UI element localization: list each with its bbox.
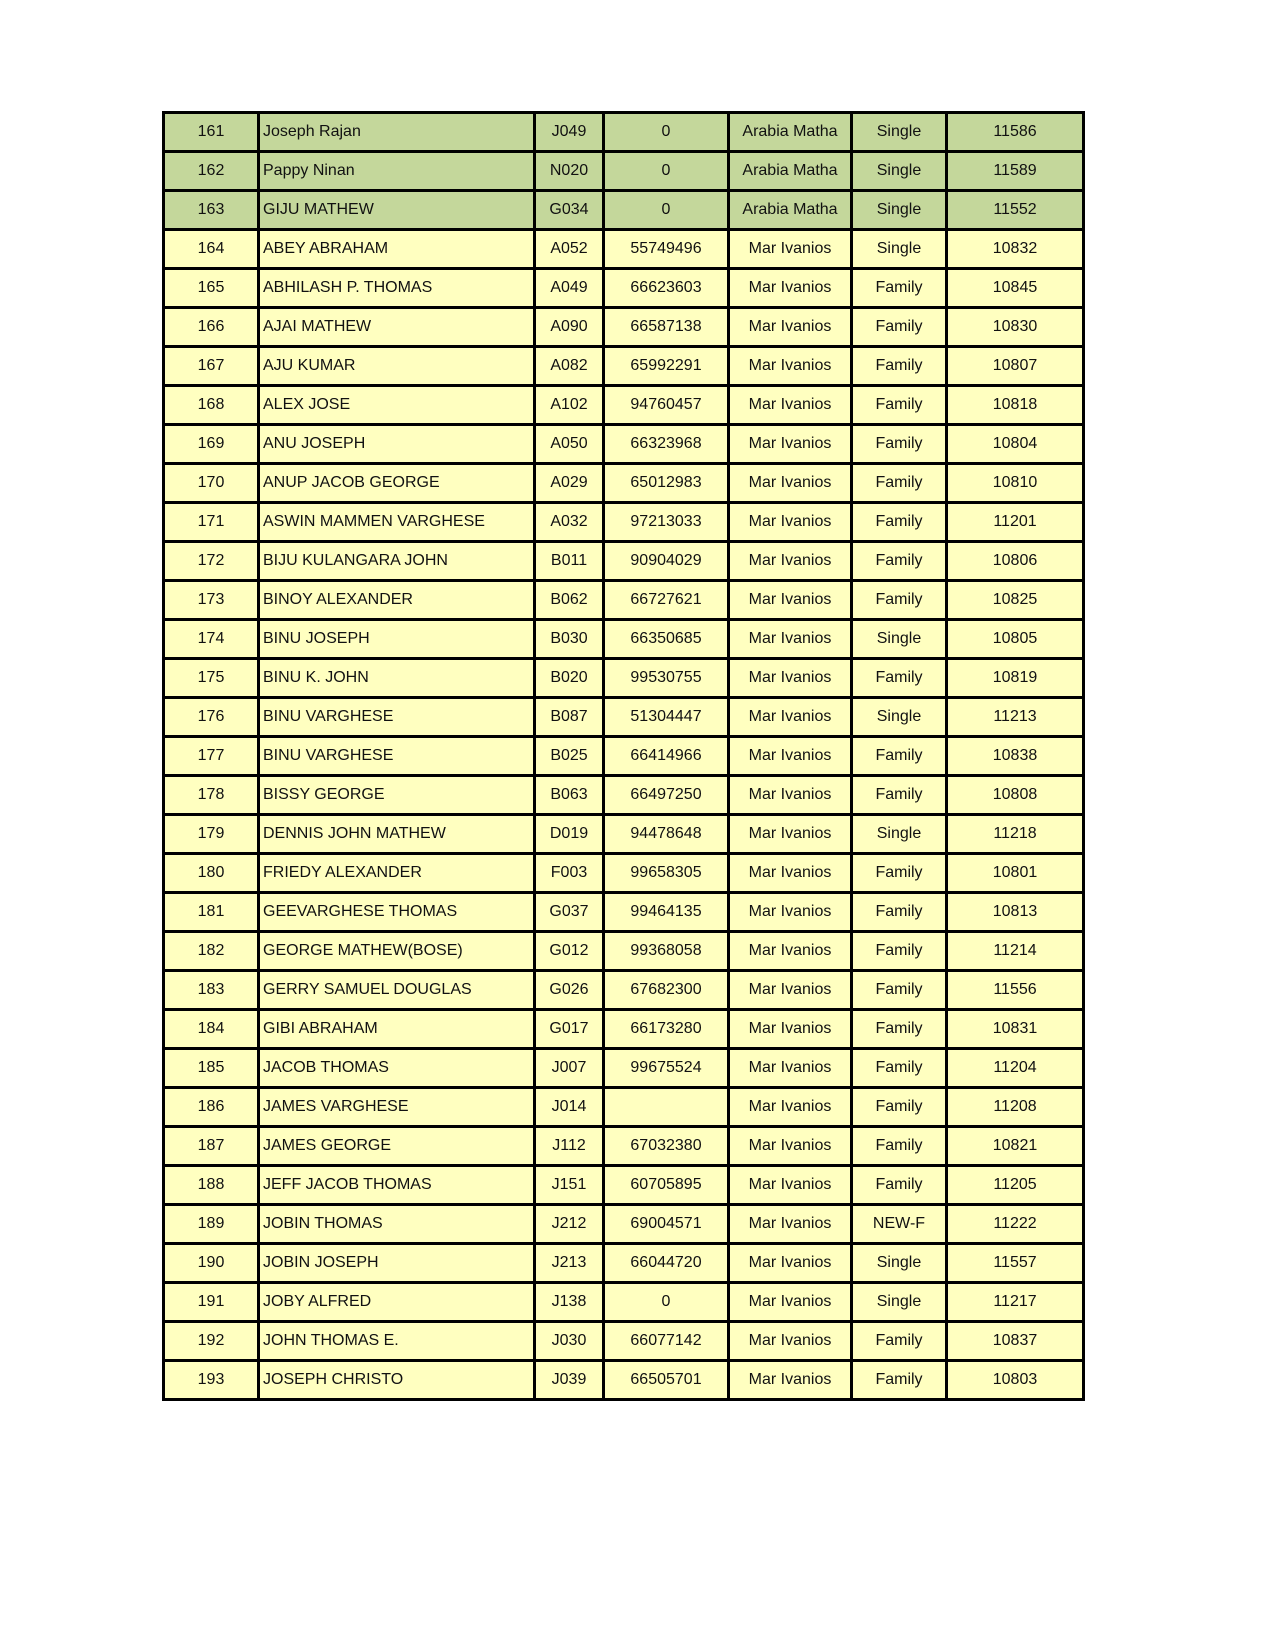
area-cell: Arabia Matha: [729, 191, 852, 230]
phone-number-cell: 66727621: [604, 581, 729, 620]
membership-type-cell: NEW-F: [852, 1205, 947, 1244]
area-cell: Mar Ivanios: [729, 1361, 852, 1400]
member-id-cell: 10803: [947, 1361, 1084, 1400]
member-name-cell: BINU K. JOHN: [259, 659, 535, 698]
member-name-cell: BINU VARGHESE: [259, 737, 535, 776]
serial-number-cell: 163: [164, 191, 259, 230]
area-cell: Mar Ivanios: [729, 1283, 852, 1322]
table-row: [164, 1361, 1084, 1400]
serial-number-cell: 170: [164, 464, 259, 503]
area-cell: Mar Ivanios: [729, 1244, 852, 1283]
member-code-cell: B063: [535, 776, 604, 815]
area-cell: Mar Ivanios: [729, 698, 852, 737]
member-name-cell: GIJU MATHEW: [259, 191, 535, 230]
membership-type-cell: Family: [852, 308, 947, 347]
serial-number-cell: 171: [164, 503, 259, 542]
area-cell: Mar Ivanios: [729, 269, 852, 308]
serial-number-cell: 192: [164, 1322, 259, 1361]
area-cell: Mar Ivanios: [729, 581, 852, 620]
member-name-cell: JOBY ALFRED: [259, 1283, 535, 1322]
membership-type-cell: Family: [852, 1361, 947, 1400]
table-row: [164, 386, 1084, 425]
area-cell: Mar Ivanios: [729, 815, 852, 854]
table-row: [164, 191, 1084, 230]
member-id-cell: 11205: [947, 1166, 1084, 1205]
area-cell: Mar Ivanios: [729, 776, 852, 815]
area-cell: Mar Ivanios: [729, 425, 852, 464]
member-id-cell: 11552: [947, 191, 1084, 230]
member-name-cell: AJU KUMAR: [259, 347, 535, 386]
member-code-cell: B087: [535, 698, 604, 737]
member-name-cell: FRIEDY ALEXANDER: [259, 854, 535, 893]
table-row: [164, 1283, 1084, 1322]
member-id-cell: 11204: [947, 1049, 1084, 1088]
area-cell: Mar Ivanios: [729, 464, 852, 503]
table-row: [164, 152, 1084, 191]
member-id-cell: 11586: [947, 113, 1084, 152]
member-name-cell: JAMES VARGHESE: [259, 1088, 535, 1127]
membership-type-cell: Family: [852, 1322, 947, 1361]
membership-type-cell: Family: [852, 1088, 947, 1127]
member-id-cell: 10831: [947, 1010, 1084, 1049]
serial-number-cell: 177: [164, 737, 259, 776]
table-row: [164, 581, 1084, 620]
member-code-cell: G012: [535, 932, 604, 971]
table-row: [164, 542, 1084, 581]
membership-type-cell: Family: [852, 893, 947, 932]
member-code-cell: J014: [535, 1088, 604, 1127]
member-code-cell: J212: [535, 1205, 604, 1244]
serial-number-cell: 167: [164, 347, 259, 386]
member-code-cell: J112: [535, 1127, 604, 1166]
phone-number-cell: 51304447: [604, 698, 729, 737]
member-code-cell: B011: [535, 542, 604, 581]
area-cell: Arabia Matha: [729, 152, 852, 191]
member-id-cell: 10806: [947, 542, 1084, 581]
table-row: [164, 698, 1084, 737]
member-id-cell: 10804: [947, 425, 1084, 464]
phone-number-cell: 97213033: [604, 503, 729, 542]
member-code-cell: A102: [535, 386, 604, 425]
table-row: [164, 737, 1084, 776]
serial-number-cell: 185: [164, 1049, 259, 1088]
table-row: [164, 893, 1084, 932]
membership-type-cell: Single: [852, 698, 947, 737]
table-row: [164, 1088, 1084, 1127]
table-row: [164, 620, 1084, 659]
membership-type-cell: Family: [852, 737, 947, 776]
member-id-cell: 11213: [947, 698, 1084, 737]
member-name-cell: ANUP JACOB GEORGE: [259, 464, 535, 503]
member-name-cell: JOBIN THOMAS: [259, 1205, 535, 1244]
member-code-cell: A050: [535, 425, 604, 464]
member-name-cell: Joseph Rajan: [259, 113, 535, 152]
membership-type-cell: Family: [852, 581, 947, 620]
area-cell: Mar Ivanios: [729, 893, 852, 932]
membership-type-cell: Single: [852, 230, 947, 269]
serial-number-cell: 174: [164, 620, 259, 659]
member-id-cell: 10819: [947, 659, 1084, 698]
membership-type-cell: Family: [852, 776, 947, 815]
area-cell: Mar Ivanios: [729, 386, 852, 425]
phone-number-cell: 94760457: [604, 386, 729, 425]
phone-number-cell: 99368058: [604, 932, 729, 971]
phone-number-cell: 99530755: [604, 659, 729, 698]
phone-number-cell: 66350685: [604, 620, 729, 659]
member-id-cell: 11589: [947, 152, 1084, 191]
serial-number-cell: 173: [164, 581, 259, 620]
member-id-cell: 10810: [947, 464, 1084, 503]
serial-number-cell: 182: [164, 932, 259, 971]
membership-type-cell: Family: [852, 971, 947, 1010]
table-row: [164, 503, 1084, 542]
table-row: [164, 1322, 1084, 1361]
member-code-cell: B062: [535, 581, 604, 620]
serial-number-cell: 187: [164, 1127, 259, 1166]
phone-number-cell: 0: [604, 113, 729, 152]
member-code-cell: J039: [535, 1361, 604, 1400]
serial-number-cell: 175: [164, 659, 259, 698]
serial-number-cell: 179: [164, 815, 259, 854]
member-code-cell: A029: [535, 464, 604, 503]
table-row: [164, 1205, 1084, 1244]
serial-number-cell: 183: [164, 971, 259, 1010]
area-cell: Mar Ivanios: [729, 854, 852, 893]
member-code-cell: N020: [535, 152, 604, 191]
phone-number-cell: 66623603: [604, 269, 729, 308]
member-name-cell: ASWIN MAMMEN VARGHESE: [259, 503, 535, 542]
serial-number-cell: 176: [164, 698, 259, 737]
member-name-cell: BINU JOSEPH: [259, 620, 535, 659]
member-id-cell: 10805: [947, 620, 1084, 659]
table-row: [164, 113, 1084, 152]
phone-number-cell: 67032380: [604, 1127, 729, 1166]
serial-number-cell: 166: [164, 308, 259, 347]
area-cell: Mar Ivanios: [729, 932, 852, 971]
serial-number-cell: 181: [164, 893, 259, 932]
table-row: [164, 269, 1084, 308]
member-id-cell: 10801: [947, 854, 1084, 893]
member-id-cell: 11218: [947, 815, 1084, 854]
serial-number-cell: 165: [164, 269, 259, 308]
area-cell: Mar Ivanios: [729, 542, 852, 581]
area-cell: Mar Ivanios: [729, 230, 852, 269]
table-row: [164, 971, 1084, 1010]
member-name-cell: GEEVARGHESE THOMAS: [259, 893, 535, 932]
membership-type-cell: Family: [852, 542, 947, 581]
member-name-cell: JEFF JACOB THOMAS: [259, 1166, 535, 1205]
member-code-cell: G037: [535, 893, 604, 932]
member-name-cell: DENNIS JOHN MATHEW: [259, 815, 535, 854]
phone-number-cell: 65012983: [604, 464, 729, 503]
table-row: [164, 1166, 1084, 1205]
table-row: [164, 308, 1084, 347]
member-id-cell: 11201: [947, 503, 1084, 542]
membership-type-cell: Family: [852, 503, 947, 542]
phone-number-cell: 0: [604, 152, 729, 191]
membership-type-cell: Family: [852, 1127, 947, 1166]
member-id-cell: 10818: [947, 386, 1084, 425]
member-name-cell: ALEX JOSE: [259, 386, 535, 425]
phone-number-cell: 66505701: [604, 1361, 729, 1400]
member-code-cell: G026: [535, 971, 604, 1010]
member-code-cell: B020: [535, 659, 604, 698]
membership-type-cell: Family: [852, 854, 947, 893]
table-row: [164, 230, 1084, 269]
serial-number-cell: 169: [164, 425, 259, 464]
phone-number-cell: 99464135: [604, 893, 729, 932]
area-cell: Mar Ivanios: [729, 1127, 852, 1166]
table-row: [164, 464, 1084, 503]
phone-number-cell: 66414966: [604, 737, 729, 776]
phone-number-cell: 99658305: [604, 854, 729, 893]
member-id-cell: 10832: [947, 230, 1084, 269]
member-code-cell: D019: [535, 815, 604, 854]
phone-number-cell: 99675524: [604, 1049, 729, 1088]
member-code-cell: J213: [535, 1244, 604, 1283]
phone-number-cell: 90904029: [604, 542, 729, 581]
serial-number-cell: 180: [164, 854, 259, 893]
member-name-cell: JAMES GEORGE: [259, 1127, 535, 1166]
table-row: [164, 1010, 1084, 1049]
member-code-cell: J049: [535, 113, 604, 152]
membership-type-cell: Single: [852, 191, 947, 230]
member-id-cell: 11556: [947, 971, 1084, 1010]
member-id-cell: 11222: [947, 1205, 1084, 1244]
serial-number-cell: 161: [164, 113, 259, 152]
member-code-cell: F003: [535, 854, 604, 893]
member-id-cell: 11217: [947, 1283, 1084, 1322]
member-name-cell: JOHN THOMAS E.: [259, 1322, 535, 1361]
table-row: [164, 854, 1084, 893]
area-cell: Mar Ivanios: [729, 1322, 852, 1361]
serial-number-cell: 186: [164, 1088, 259, 1127]
phone-number-cell: 0: [604, 191, 729, 230]
serial-number-cell: 188: [164, 1166, 259, 1205]
area-cell: Mar Ivanios: [729, 620, 852, 659]
member-code-cell: J030: [535, 1322, 604, 1361]
member-name-cell: JACOB THOMAS: [259, 1049, 535, 1088]
phone-number-cell: 66587138: [604, 308, 729, 347]
table-row: [164, 776, 1084, 815]
area-cell: Mar Ivanios: [729, 1166, 852, 1205]
phone-number-cell: 69004571: [604, 1205, 729, 1244]
phone-number-cell: 0: [604, 1283, 729, 1322]
membership-type-cell: Family: [852, 386, 947, 425]
area-cell: Mar Ivanios: [729, 503, 852, 542]
member-name-cell: JOBIN JOSEPH: [259, 1244, 535, 1283]
table-row: [164, 1049, 1084, 1088]
member-id-cell: 10813: [947, 893, 1084, 932]
area-cell: Mar Ivanios: [729, 1049, 852, 1088]
table-row: [164, 1244, 1084, 1283]
area-cell: Mar Ivanios: [729, 1010, 852, 1049]
table-row: [164, 815, 1084, 854]
member-code-cell: A032: [535, 503, 604, 542]
member-code-cell: J007: [535, 1049, 604, 1088]
member-code-cell: A082: [535, 347, 604, 386]
member-id-cell: 10845: [947, 269, 1084, 308]
member-name-cell: AJAI MATHEW: [259, 308, 535, 347]
member-name-cell: ANU JOSEPH: [259, 425, 535, 464]
member-id-cell: 11557: [947, 1244, 1084, 1283]
membership-type-cell: Single: [852, 1283, 947, 1322]
area-cell: Mar Ivanios: [729, 1205, 852, 1244]
serial-number-cell: 191: [164, 1283, 259, 1322]
area-cell: Mar Ivanios: [729, 1088, 852, 1127]
member-name-cell: BISSY GEORGE: [259, 776, 535, 815]
member-code-cell: G017: [535, 1010, 604, 1049]
membership-type-cell: Single: [852, 152, 947, 191]
area-cell: Mar Ivanios: [729, 659, 852, 698]
phone-number-cell: 55749496: [604, 230, 729, 269]
table-row: [164, 347, 1084, 386]
serial-number-cell: 178: [164, 776, 259, 815]
phone-number-cell: 60705895: [604, 1166, 729, 1205]
table-body: [164, 113, 1084, 1400]
member-name-cell: JOSEPH CHRISTO: [259, 1361, 535, 1400]
serial-number-cell: 168: [164, 386, 259, 425]
phone-number-cell: 66323968: [604, 425, 729, 464]
table-row: [164, 425, 1084, 464]
phone-number-cell: [604, 1088, 729, 1127]
phone-number-cell: 67682300: [604, 971, 729, 1010]
membership-type-cell: Family: [852, 932, 947, 971]
serial-number-cell: 184: [164, 1010, 259, 1049]
membership-type-cell: Family: [852, 1049, 947, 1088]
phone-number-cell: 66044720: [604, 1244, 729, 1283]
membership-type-cell: Family: [852, 1010, 947, 1049]
table-row: [164, 932, 1084, 971]
serial-number-cell: 172: [164, 542, 259, 581]
member-name-cell: GEORGE MATHEW(BOSE): [259, 932, 535, 971]
area-cell: Mar Ivanios: [729, 737, 852, 776]
member-id-cell: 11208: [947, 1088, 1084, 1127]
member-code-cell: A049: [535, 269, 604, 308]
member-code-cell: J151: [535, 1166, 604, 1205]
serial-number-cell: 190: [164, 1244, 259, 1283]
member-id-cell: 10821: [947, 1127, 1084, 1166]
member-id-cell: 11214: [947, 932, 1084, 971]
phone-number-cell: 66173280: [604, 1010, 729, 1049]
membership-type-cell: Single: [852, 1244, 947, 1283]
member-code-cell: A090: [535, 308, 604, 347]
phone-number-cell: 66497250: [604, 776, 729, 815]
member-id-cell: 10808: [947, 776, 1084, 815]
serial-number-cell: 193: [164, 1361, 259, 1400]
membership-type-cell: Single: [852, 113, 947, 152]
phone-number-cell: 65992291: [604, 347, 729, 386]
membership-type-cell: Single: [852, 620, 947, 659]
table-row: [164, 1127, 1084, 1166]
area-cell: Mar Ivanios: [729, 971, 852, 1010]
member-name-cell: Pappy Ninan: [259, 152, 535, 191]
area-cell: Mar Ivanios: [729, 347, 852, 386]
membership-type-cell: Family: [852, 1166, 947, 1205]
membership-type-cell: Single: [852, 815, 947, 854]
member-name-cell: BIJU KULANGARA JOHN: [259, 542, 535, 581]
member-name-cell: BINOY ALEXANDER: [259, 581, 535, 620]
membership-type-cell: Family: [852, 269, 947, 308]
membership-type-cell: Family: [852, 659, 947, 698]
member-code-cell: J138: [535, 1283, 604, 1322]
membership-type-cell: Family: [852, 464, 947, 503]
member-id-cell: 10807: [947, 347, 1084, 386]
serial-number-cell: 189: [164, 1205, 259, 1244]
member-code-cell: B030: [535, 620, 604, 659]
member-id-cell: 10838: [947, 737, 1084, 776]
member-name-cell: GERRY SAMUEL DOUGLAS: [259, 971, 535, 1010]
member-name-cell: ABHILASH P. THOMAS: [259, 269, 535, 308]
table-row: [164, 659, 1084, 698]
member-code-cell: B025: [535, 737, 604, 776]
member-name-cell: GIBI ABRAHAM: [259, 1010, 535, 1049]
member-name-cell: BINU VARGHESE: [259, 698, 535, 737]
member-name-cell: ABEY ABRAHAM: [259, 230, 535, 269]
area-cell: Arabia Matha: [729, 113, 852, 152]
phone-number-cell: 66077142: [604, 1322, 729, 1361]
member-id-cell: 10830: [947, 308, 1084, 347]
member-table: [162, 111, 1085, 1401]
member-code-cell: G034: [535, 191, 604, 230]
member-code-cell: A052: [535, 230, 604, 269]
phone-number-cell: 94478648: [604, 815, 729, 854]
member-id-cell: 10837: [947, 1322, 1084, 1361]
membership-type-cell: Family: [852, 425, 947, 464]
area-cell: Mar Ivanios: [729, 308, 852, 347]
membership-type-cell: Family: [852, 347, 947, 386]
member-id-cell: 10825: [947, 581, 1084, 620]
serial-number-cell: 164: [164, 230, 259, 269]
serial-number-cell: 162: [164, 152, 259, 191]
